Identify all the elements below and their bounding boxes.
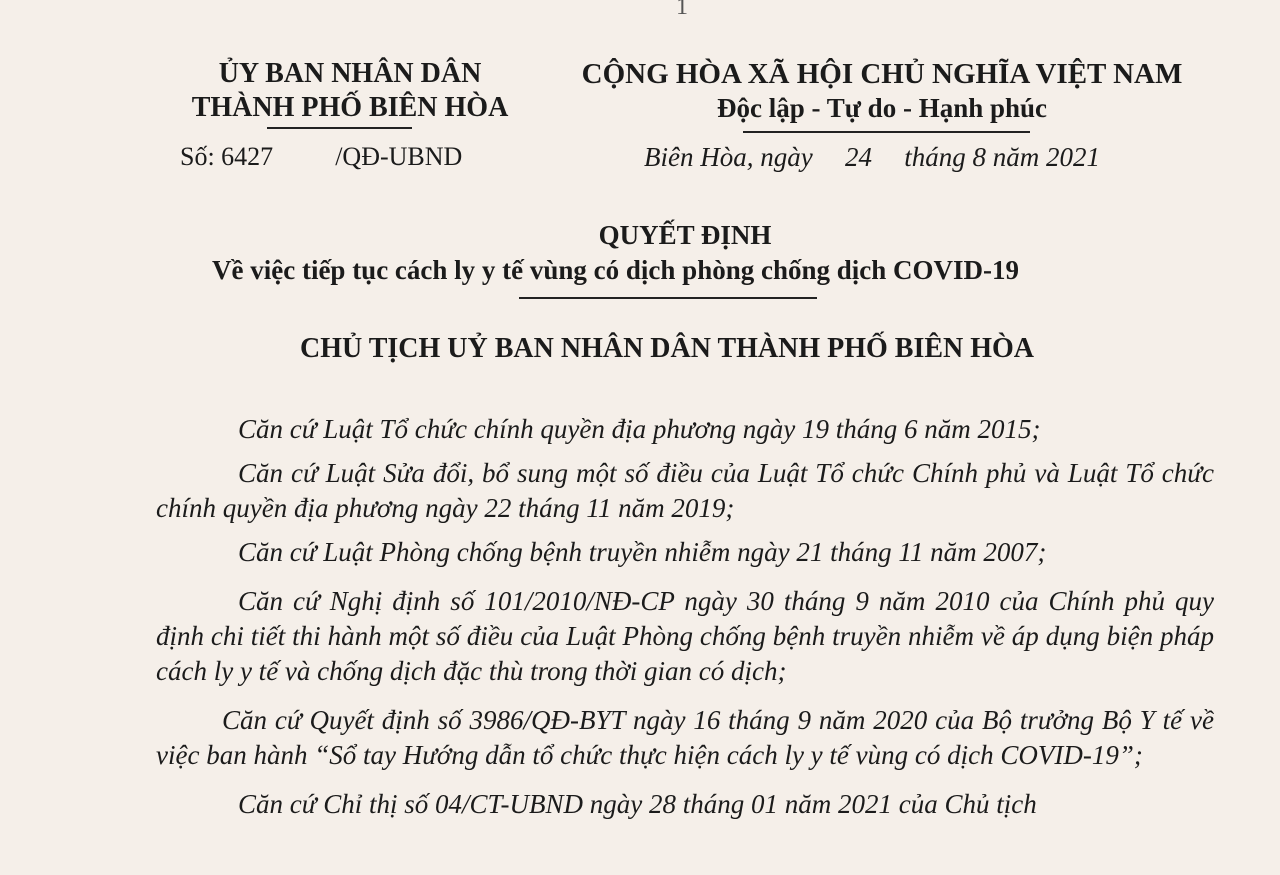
issuing-agency-line1: ỦY BAN NHÂN DÂN: [218, 58, 482, 89]
legal-basis-paragraph: Căn cứ Quyết định số 3986/QĐ-BYT ngày 16 tháng 9 năm 2020 của Bộ trưởng Bộ Y tế về việc ban hành “Sổ tay Hướng dẫn tổ chức thực hiện cách ly y tế vùng có dịch COVID-19”;: [156, 705, 1214, 770]
place-and-date: [644, 142, 1100, 173]
motto-underline: [743, 131, 1030, 133]
issuing-agency-line2: THÀNH PHỐ BIÊN HÒA: [191, 92, 509, 123]
national-title: CỘNG HÒA XÃ HỘI CHỦ NGHĨA VIỆT NAM: [581, 58, 1183, 90]
legal-basis-paragraph: Căn cứ Luật Phòng chống bệnh truyền nhiễm ngày 21 tháng 11 năm 2007;: [238, 537, 1047, 567]
legal-basis-paragraph: Căn cứ Luật Sửa đổi, bổ sung một số điều của Luật Tổ chức Chính phủ và Luật Tổ chức chính quyền địa phương ngày 22 tháng 11 năm 2019;: [156, 458, 1214, 523]
document-number-prefix: Số: 6427: [180, 142, 274, 171]
document-subject: Về việc tiếp tục cách ly y tế vùng có dịch phòng chống dịch COVID-19: [212, 255, 1020, 285]
legal-basis-paragraph: Căn cứ Nghị định số 101/2010/NĐ-CP ngày 30 tháng 9 năm 2010 của Chính phủ quy định chi tiết thi hành một số điều của Luật Phòng chống bệnh truyền nhiễm về áp dụng biện pháp cách ly y tế và chống dịch đặc thù trong thời gian có dịch;: [156, 586, 1214, 686]
legal-basis-paragraph: Căn cứ Luật Tổ chức chính quyền địa phương ngày 19 tháng 6 năm 2015;: [238, 414, 1041, 444]
document-title: QUYẾT ĐỊNH: [598, 220, 772, 250]
document-number: [180, 142, 462, 172]
subject-underline: [519, 297, 817, 299]
date-day: 24: [844, 142, 872, 172]
agency-underline: [267, 127, 412, 129]
legal-bases: [156, 412, 1214, 836]
national-motto: Độc lập - Tự do - Hạnh phúc: [716, 93, 1048, 123]
date-suffix: tháng 8 năm 2021: [904, 142, 1100, 172]
date-prefix: Biên Hòa, ngày: [644, 142, 813, 172]
page-number: 1: [676, 0, 688, 20]
legal-basis-paragraph: Căn cứ Chỉ thị số 04/CT-UBND ngày 28 tháng 01 năm 2021 của Chủ tịch: [238, 789, 1037, 819]
document-number-code: /QĐ-UBND: [335, 142, 463, 171]
issuing-authority: CHỦ TỊCH UỶ BAN NHÂN DÂN THÀNH PHỐ BIÊN HÒA: [300, 333, 1035, 364]
